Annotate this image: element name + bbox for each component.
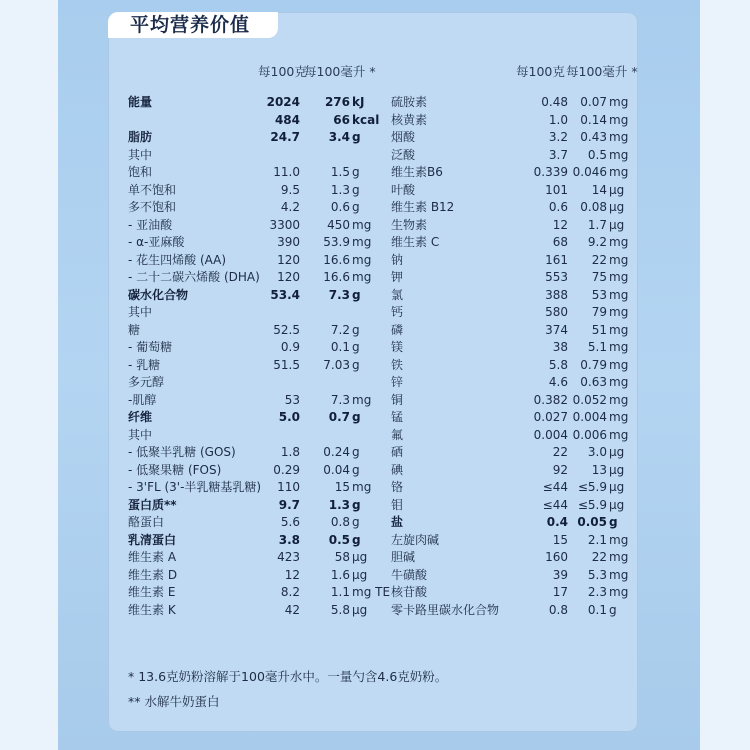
value-per-100ml: 66 <box>333 112 350 127</box>
nutrient-label: 钠 <box>391 252 404 267</box>
unit-label: mg <box>609 375 629 389</box>
nutrient-row <box>128 602 368 620</box>
nutrient-label: 乳清蛋白 <box>128 532 177 547</box>
nutrient-row <box>391 252 636 270</box>
unit-label: mg <box>609 340 629 354</box>
unit-label: mg <box>352 235 372 249</box>
unit-label: mg <box>352 392 372 407</box>
value-per-100g: 0.48 <box>541 95 568 109</box>
value-per-100g: 5.8 <box>548 357 568 372</box>
unit-label: kcal <box>352 112 380 127</box>
value-per-100ml: 0.006 <box>572 427 607 442</box>
nutrient-label: 烟酸 <box>391 130 416 144</box>
value-per-100g: 17 <box>552 585 568 599</box>
value-per-100ml: 450 <box>327 217 350 232</box>
nutrient-row <box>128 444 368 462</box>
nutrient-row <box>391 392 636 410</box>
unit-label: g <box>609 602 617 617</box>
unit-label: g <box>352 340 360 354</box>
unit-label: g <box>352 410 361 424</box>
value-per-100ml: 5.1 <box>587 340 607 354</box>
right-header-per100ml: 每100毫升 * <box>566 64 638 79</box>
value-per-100g: 3.2 <box>548 130 568 144</box>
value-per-100g: 3300 <box>269 217 300 232</box>
value-per-100g: ≤44 <box>542 480 568 494</box>
value-per-100ml: 5.3 <box>587 567 607 582</box>
unit-label: mg <box>609 532 629 547</box>
footnote-serving: * 13.6克奶粉溶解于100毫升水中。一量勺含4.6克奶粉。 <box>128 669 448 684</box>
nutrient-row <box>391 339 636 357</box>
nutrient-row <box>391 304 636 322</box>
unit-label: g <box>352 462 360 477</box>
nutrient-label: 胆碱 <box>391 550 416 564</box>
value-per-100ml: 0.8 <box>330 515 350 529</box>
value-per-100g: 374 <box>545 322 568 337</box>
nutrient-label: 生物素 <box>391 217 428 232</box>
nutrient-label: 泛酸 <box>391 147 416 162</box>
value-per-100ml: 58 <box>334 550 350 564</box>
value-per-100g: 160 <box>545 550 568 564</box>
nutrient-row <box>391 322 636 340</box>
unit-label: g <box>609 515 618 529</box>
value-per-100g: 553 <box>545 270 568 284</box>
nutrient-row <box>128 357 368 375</box>
unit-label: g <box>352 515 360 529</box>
unit-label: mg TE <box>352 585 391 599</box>
value-per-100ml: 0.14 <box>580 112 607 127</box>
unit-label: mg <box>609 392 629 407</box>
nutrient-label: 维生素 B12 <box>391 200 455 214</box>
value-per-100ml: 9.2 <box>587 235 607 249</box>
nutrient-label: - α-亚麻酸 <box>128 235 185 249</box>
nutrient-label: 蛋白质** <box>128 497 177 512</box>
nutrient-label: 碘 <box>391 462 404 477</box>
nutrient-label: 糖 <box>128 322 141 337</box>
value-per-100g: 22 <box>552 445 568 459</box>
nutrient-label: - 低聚半乳糖 (GOS) <box>128 445 236 459</box>
value-per-100g: 68 <box>552 235 568 249</box>
unit-label: g <box>352 532 361 547</box>
unit-label: g <box>352 287 361 302</box>
unit-label: mg <box>352 217 372 232</box>
nutrient-row <box>128 182 368 200</box>
nutrient-row <box>128 199 368 217</box>
unit-label: g <box>352 165 360 179</box>
value-per-100g: 0.382 <box>533 392 568 407</box>
unit-label: g <box>352 445 360 459</box>
value-per-100ml: 22 <box>591 252 607 267</box>
nutrient-row <box>128 549 368 567</box>
nutrient-label: - 葡萄糖 <box>128 340 173 354</box>
unit-label: mg <box>609 410 629 424</box>
nutrient-row <box>128 112 380 130</box>
value-per-100g: 120 <box>277 270 300 284</box>
unit-label: µg <box>352 602 368 617</box>
nutrient-row <box>128 479 372 497</box>
value-per-100g: 0.339 <box>533 165 568 179</box>
nutrient-row <box>128 497 368 515</box>
value-per-100g: 9.7 <box>278 497 300 512</box>
nutrient-row <box>391 532 636 550</box>
unit-label: mg <box>609 147 629 162</box>
value-per-100g: 120 <box>277 252 300 267</box>
nutrient-label: 核苷酸 <box>391 585 428 599</box>
value-per-100g: 9.5 <box>280 182 300 197</box>
nutrient-label: 能量 <box>128 95 153 109</box>
value-per-100ml: 0.24 <box>323 445 350 459</box>
value-per-100ml: 0.1 <box>330 340 350 354</box>
nutrient-row <box>391 462 636 480</box>
nutrient-label: 钼 <box>391 497 404 512</box>
nutrient-row <box>391 94 636 112</box>
value-per-100ml: 5.8 <box>330 602 350 617</box>
unit-label: µg <box>609 462 625 477</box>
unit-label: µg <box>609 217 625 232</box>
nutrient-row <box>128 567 368 585</box>
value-per-100ml: 0.63 <box>580 375 607 389</box>
value-per-100ml: 1.7 <box>587 217 607 232</box>
value-per-100g: 51.5 <box>273 357 300 372</box>
nutrient-label: 核黄素 <box>391 112 428 127</box>
value-per-100ml: 0.7 <box>328 410 350 424</box>
nutrient-row <box>391 287 636 305</box>
nutrient-row <box>128 252 372 270</box>
value-per-100ml: 53 <box>591 287 607 302</box>
value-per-100ml: 79 <box>591 305 607 319</box>
nutrient-label: 磷 <box>391 322 404 337</box>
value-per-100g: 53 <box>284 392 300 407</box>
value-per-100ml: 0.43 <box>580 130 607 144</box>
nutrient-label: 钾 <box>391 270 404 284</box>
unit-label: mg <box>609 112 629 127</box>
value-per-100ml: 15 <box>334 480 350 494</box>
nutrient-label: 脂肪 <box>128 130 153 144</box>
value-per-100ml: 0.6 <box>330 200 350 214</box>
nutrient-row <box>128 287 368 305</box>
nutrient-label: 氯 <box>391 287 404 302</box>
nutrient-row <box>128 164 368 182</box>
value-per-100g: 1.0 <box>548 112 568 127</box>
unit-label: mg <box>609 130 629 144</box>
value-per-100ml: 1.5 <box>330 165 350 179</box>
value-per-100ml: 0.052 <box>572 392 607 407</box>
value-per-100ml: 53.9 <box>323 235 350 249</box>
value-per-100g: 12 <box>284 567 300 582</box>
unit-label: mg <box>352 270 372 284</box>
nutrient-row <box>128 409 368 427</box>
left-header-per100g: 每100克 <box>258 64 307 79</box>
nutrient-row <box>128 94 368 112</box>
nutrient-row <box>391 199 636 217</box>
nutrient-label: - 二十二碳六烯酸 (DHA) <box>128 270 260 284</box>
value-per-100g: 0.4 <box>546 515 568 529</box>
nutrient-row <box>391 514 636 532</box>
nutrient-label: - 亚油酸 <box>128 217 173 232</box>
nutrient-label: 镁 <box>391 340 404 354</box>
nutrient-label: 牛磺酸 <box>391 567 428 582</box>
nutrient-label: 零卡路里碳水化合物 <box>391 602 500 617</box>
value-per-100g: 8.2 <box>280 585 300 599</box>
nutrient-label: 碳水化合物 <box>128 287 189 302</box>
nutrient-row <box>128 374 368 392</box>
nutrient-row <box>391 112 636 130</box>
value-per-100ml: 75 <box>591 270 607 284</box>
unit-label: g <box>352 200 360 214</box>
value-per-100ml: 13 <box>591 462 607 477</box>
nutrient-row <box>128 462 368 480</box>
nutrient-label: 纤维 <box>128 410 153 424</box>
value-per-100g: 484 <box>274 112 300 127</box>
title-bar <box>108 12 278 38</box>
nutrient-row <box>391 182 636 200</box>
value-per-100ml: 1.3 <box>328 497 350 512</box>
nutrient-row <box>391 479 636 497</box>
unit-label: µg <box>609 480 625 494</box>
nutrient-row <box>391 549 636 567</box>
value-per-100g: 42 <box>284 602 300 617</box>
nutrient-label: 锰 <box>391 410 404 424</box>
unit-label: mg <box>609 585 629 599</box>
value-per-100ml: 0.04 <box>323 462 350 477</box>
value-per-100g: 0.6 <box>548 200 568 214</box>
unit-label: g <box>352 357 360 372</box>
right-nutrient-table <box>391 94 636 619</box>
unit-label: mg <box>609 252 629 267</box>
nutrient-row <box>128 129 368 147</box>
value-per-100ml: 22 <box>591 550 607 564</box>
unit-label: µg <box>609 182 625 197</box>
nutrient-row <box>128 322 368 340</box>
unit-label: mg <box>352 252 372 267</box>
nutrient-row <box>128 427 368 445</box>
value-per-100g: 0.004 <box>533 427 568 442</box>
value-per-100g: 4.2 <box>280 200 300 214</box>
value-per-100g: 4.6 <box>548 375 568 389</box>
nutrient-label: 铬 <box>391 480 404 494</box>
value-per-100ml: ≤5.9 <box>577 497 607 512</box>
value-per-100g: 15 <box>552 532 568 547</box>
value-per-100g: 0.29 <box>273 462 300 477</box>
value-per-100g: 92 <box>552 462 568 477</box>
unit-label: mg <box>609 95 629 109</box>
unit-label: mg <box>609 357 629 372</box>
left-header-per100ml: 每100毫升 * <box>304 64 376 79</box>
value-per-100ml: 7.03 <box>323 357 350 372</box>
value-per-100ml: 0.08 <box>580 200 607 214</box>
value-per-100ml: 14 <box>591 182 607 197</box>
value-per-100ml: 51 <box>591 322 607 337</box>
nutrient-row <box>391 584 636 602</box>
nutrient-label: 饱和 <box>128 165 153 179</box>
value-per-100ml: 0.07 <box>580 95 607 109</box>
value-per-100ml: 7.2 <box>330 322 350 337</box>
nutrient-row <box>391 269 636 287</box>
nutrient-label: 盐 <box>391 515 404 529</box>
value-per-100ml: 0.1 <box>587 602 607 617</box>
nutrient-label: 维生素 A <box>128 550 177 564</box>
nutrient-row <box>391 357 636 375</box>
nutrient-row <box>128 217 372 235</box>
unit-label: g <box>352 322 360 337</box>
nutrient-row <box>128 147 368 165</box>
nutrient-label: 其中 <box>128 147 153 162</box>
nutrient-label: 氟 <box>391 427 404 442</box>
value-per-100g: 38 <box>552 340 568 354</box>
value-per-100g: 580 <box>545 305 568 319</box>
nutrient-label: - 3'FL (3'-半乳糖基乳糖) <box>128 480 262 494</box>
value-per-100g: ≤44 <box>542 497 568 512</box>
value-per-100g: 11.0 <box>273 165 300 179</box>
nutrient-label: 其中 <box>128 305 153 319</box>
nutrient-row <box>391 567 636 585</box>
nutrient-row <box>391 497 636 515</box>
unit-label: µg <box>609 497 625 512</box>
unit-label: µg <box>352 550 368 564</box>
nutrient-label: 维生素 C <box>391 235 440 249</box>
value-per-100g: 2024 <box>266 95 300 109</box>
nutrient-row <box>391 129 636 147</box>
value-per-100ml: 7.3 <box>330 392 350 407</box>
value-per-100ml: 1.6 <box>330 567 350 582</box>
nutrient-label: 铜 <box>391 392 404 407</box>
value-per-100ml: 2.3 <box>587 585 607 599</box>
unit-label: mg <box>609 270 629 284</box>
value-per-100ml: 0.79 <box>580 357 607 372</box>
nutrient-label: 钙 <box>391 305 404 319</box>
value-per-100g: 0.8 <box>548 602 568 617</box>
nutrient-row <box>128 234 372 252</box>
nutrient-row <box>391 409 636 427</box>
nutrient-label: 锌 <box>391 375 404 389</box>
unit-label: mg <box>352 480 372 494</box>
nutrition-panel <box>108 12 638 732</box>
value-per-100ml: 0.046 <box>572 165 607 179</box>
nutrient-row <box>391 374 636 392</box>
unit-label: mg <box>609 427 629 442</box>
footnote-protein: ** 水解牛奶蛋白 <box>128 694 220 709</box>
value-per-100g: 39 <box>552 567 568 582</box>
unit-label: g <box>352 497 361 512</box>
value-per-100g: 390 <box>277 235 300 249</box>
value-per-100ml: 276 <box>324 95 350 109</box>
value-per-100g: 388 <box>545 287 568 302</box>
left-nutrient-table <box>128 94 391 619</box>
value-per-100g: 161 <box>545 252 568 267</box>
value-per-100ml: 0.004 <box>572 410 607 424</box>
value-per-100ml: 7.3 <box>328 287 350 302</box>
value-per-100ml: ≤5.9 <box>577 480 607 494</box>
value-per-100g: 5.6 <box>280 515 300 529</box>
nutrient-label: 左旋肉碱 <box>391 532 440 547</box>
value-per-100g: 0.027 <box>533 410 568 424</box>
nutrient-label: - 花生四烯酸 (AA) <box>128 252 227 267</box>
nutrient-label: 多元醇 <box>128 375 165 389</box>
nutrient-row <box>128 514 368 532</box>
value-per-100g: 24.7 <box>270 130 300 144</box>
nutrient-label: 硫胺素 <box>391 95 428 109</box>
nutrient-row <box>391 444 636 462</box>
value-per-100ml: 0.05 <box>577 515 607 529</box>
nutrient-label: 维生素 K <box>128 602 176 617</box>
value-per-100g: 53.4 <box>270 287 300 302</box>
unit-label: g <box>352 130 361 144</box>
unit-label: mg <box>609 550 629 564</box>
value-per-100g: 1.8 <box>280 445 300 459</box>
nutrient-label: 维生素 E <box>128 585 176 599</box>
nutrient-row <box>391 217 636 235</box>
unit-label: mg <box>609 567 629 582</box>
unit-label: mg <box>609 165 629 179</box>
value-per-100ml: 16.6 <box>323 270 350 284</box>
value-per-100g: 423 <box>277 550 300 564</box>
value-per-100g: 52.5 <box>273 322 300 337</box>
value-per-100g: 5.0 <box>278 410 300 424</box>
nutrient-label: - 低聚果糖 (FOS) <box>128 462 222 477</box>
nutrient-row <box>391 602 636 620</box>
nutrient-label: 其中 <box>128 427 153 442</box>
nutrient-label: 维生素 D <box>128 567 178 582</box>
value-per-100ml: 3.4 <box>328 130 350 144</box>
nutrient-label: 铁 <box>391 357 404 372</box>
value-per-100ml: 1.1 <box>330 585 350 599</box>
unit-label: µg <box>609 200 625 214</box>
value-per-100g: 3.8 <box>278 532 300 547</box>
page-title: 平均营养价值 <box>130 14 251 36</box>
value-per-100ml: 16.6 <box>323 252 350 267</box>
nutrient-label: 叶酸 <box>391 182 416 197</box>
nutrient-label: 多不饱和 <box>128 200 177 214</box>
nutrient-label: - 乳糖 <box>128 357 161 372</box>
value-per-100ml: 0.5 <box>328 532 350 547</box>
nutrient-label: 单不饱和 <box>128 182 177 197</box>
nutrient-row <box>391 164 636 182</box>
unit-label: mg <box>609 235 629 249</box>
unit-label: µg <box>609 445 625 459</box>
nutrient-label: 硒 <box>391 445 404 459</box>
nutrient-row <box>391 234 636 252</box>
right-header-per100g: 每100克 <box>516 64 565 79</box>
nutrient-row <box>128 339 368 357</box>
value-per-100ml: 1.3 <box>330 182 350 197</box>
nutrient-row <box>128 532 368 550</box>
nutrient-label: 维生素B6 <box>391 165 443 179</box>
unit-label: mg <box>609 287 629 302</box>
nutrient-row <box>128 584 391 602</box>
unit-label: kJ <box>352 95 365 109</box>
nutrient-label: -肌醇 <box>128 392 157 407</box>
unit-label: g <box>352 182 360 197</box>
nutrient-row <box>128 304 368 322</box>
unit-label: mg <box>609 322 629 337</box>
value-per-100g: 0.9 <box>280 340 300 354</box>
nutrient-row <box>391 427 636 445</box>
value-per-100ml: 3.0 <box>587 445 607 459</box>
value-per-100g: 3.7 <box>548 147 568 162</box>
unit-label: mg <box>609 305 629 319</box>
nutrient-row <box>128 269 372 287</box>
value-per-100ml: 2.1 <box>587 532 607 547</box>
value-per-100ml: 0.5 <box>587 147 607 162</box>
value-per-100g: 101 <box>545 182 568 197</box>
nutrient-label: 酪蛋白 <box>128 515 165 529</box>
unit-label: µg <box>352 567 368 582</box>
nutrient-row <box>128 392 372 410</box>
nutrient-row <box>391 147 636 165</box>
value-per-100g: 110 <box>277 480 300 494</box>
value-per-100g: 12 <box>552 217 568 232</box>
